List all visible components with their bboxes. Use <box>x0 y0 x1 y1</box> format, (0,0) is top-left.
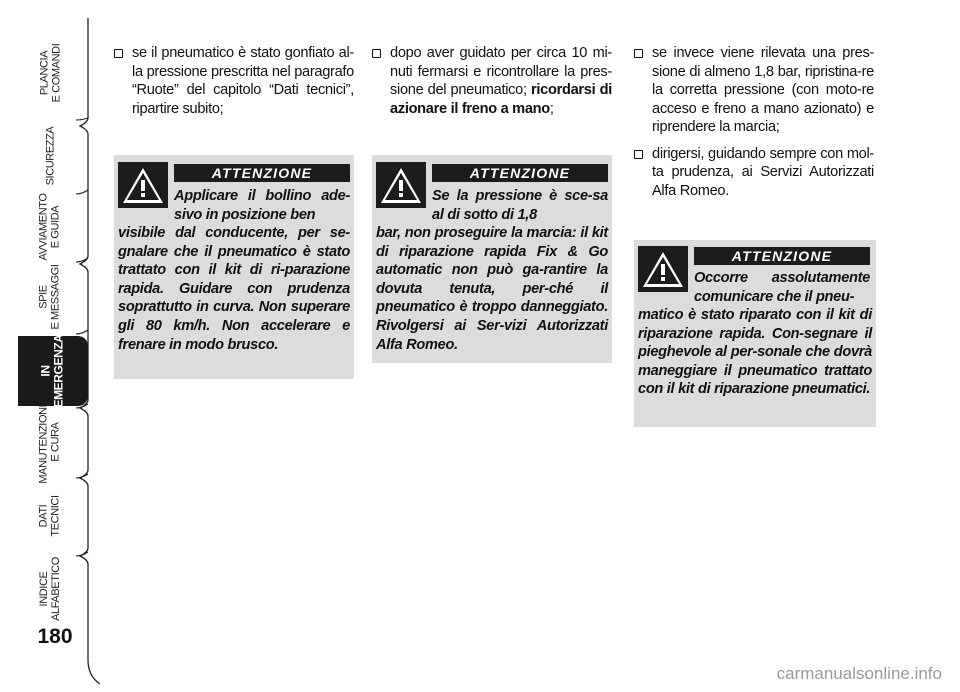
bullet-text: dirigersi, guidando sempre con mol-ta prudenza, ai Servizi Autorizzati Alfa Romeo. <box>652 145 874 199</box>
warning-body-text: visibile dal conducente, per se-gnalare che il pneumatico è stato trattato con il kit di ri-parazione rapida. Guidare con prudenza soprattutto in curva. Non superare gli 80 km/h. Non accelerare e frenare in modo brusco. <box>118 225 350 353</box>
tab-in-emergenza[interactable] <box>18 336 88 406</box>
page-number: 180 <box>37 625 73 648</box>
tab-label: DATI TECNICI <box>37 495 62 537</box>
warning-triangle-icon <box>118 162 168 208</box>
bullet-bold-text: ricordarsi di azionare il freno a mano <box>390 82 612 117</box>
tab-label: PLANCIA E COMANDI <box>38 43 62 103</box>
warning-heading: ATTENZIONE <box>174 164 350 182</box>
bullet-end: ; <box>549 100 554 117</box>
bullet-text: se invece viene rilevata una pres-sione di almeno 1,8 bar, ripristina-re la corretta pressione (con moto-re acceso e freno a mano azionato) e riprendere la marcia; <box>652 45 874 135</box>
warning-heading: ATTENZIONE <box>432 164 608 182</box>
tab-plancia-e-comandi[interactable] <box>14 30 86 116</box>
checkbox-bullet-icon <box>114 49 123 58</box>
bullet-item <box>372 44 612 118</box>
tab-label: IN EMERGENZA <box>39 334 67 408</box>
tab-label: SICUREZZA <box>44 126 56 186</box>
column-left <box>114 44 354 126</box>
tab-spie-e-messaggi[interactable] <box>14 264 86 330</box>
warning-body-text: matico è stato riparato con il kit di riparazione rapida. Con-segnare il pieghevole al per-sonale che dovrà maneggiare il pneumatico trattato con il kit di riparazione pneumatici. <box>638 307 872 398</box>
bullet-item <box>634 145 874 201</box>
bullet-item <box>634 44 874 137</box>
tab-label: SPIE E MESSAGGI <box>37 264 62 330</box>
tab-label: INDICE ALFABETICO <box>37 557 62 621</box>
tab-avviamento-e-guida[interactable] <box>14 194 86 260</box>
warning-body-text: bar, non proseguire la marcia: il kit di riparazione rapida Fix & Go automatic non può ga-rantire la dovuta tenuta, per-ché il pneumatico è troppo danneggiato. Rivolgersi ai Ser-vizi Autorizzati Alfa Romeo. <box>376 225 608 353</box>
tab-label: AVVIAMENTO E GUIDA <box>37 193 62 261</box>
bullet-text: dopo aver guidato per circa 10 mi-nuti fermarsi e ricontrollare la pres-sione del pneumatico; <box>390 45 612 98</box>
column-middle <box>372 44 612 126</box>
checkbox-bullet-icon <box>634 150 643 159</box>
warning-heading: ATTENZIONE <box>694 247 870 265</box>
bullet-item <box>114 44 354 118</box>
warning-triangle-icon <box>376 162 426 208</box>
warning-lead-text: Applicare il bollino ade-sivo in posizione ben <box>174 188 350 223</box>
tab-manutenzione-e-cura[interactable] <box>14 400 86 484</box>
warning-lead-text: Se la pressione è sce-sa al di sotto di 1,8 <box>432 188 608 223</box>
bullet-text: se il pneumatico è stato gonfiato al-la pressione prescritta nel paragrafo “Ruote” del capitolo “Dati tecnici”, ripartire subito; <box>132 45 354 117</box>
warning-triangle-icon <box>638 246 688 292</box>
tab-indice-alfabetico[interactable] <box>14 558 86 620</box>
checkbox-bullet-icon <box>634 49 643 58</box>
column-right <box>634 44 874 208</box>
tab-label: MANUTENZIONE E CURA <box>38 400 63 484</box>
tab-dati-tecnici[interactable] <box>14 480 86 552</box>
checkbox-bullet-icon <box>372 49 381 58</box>
chapter-tabs <box>0 0 100 692</box>
watermark: carmanualsonline.info <box>776 664 942 683</box>
warning-lead-text: Occorre assolutamente comunicare che il pneu- <box>694 270 870 305</box>
tab-sicurezza[interactable] <box>14 124 86 188</box>
